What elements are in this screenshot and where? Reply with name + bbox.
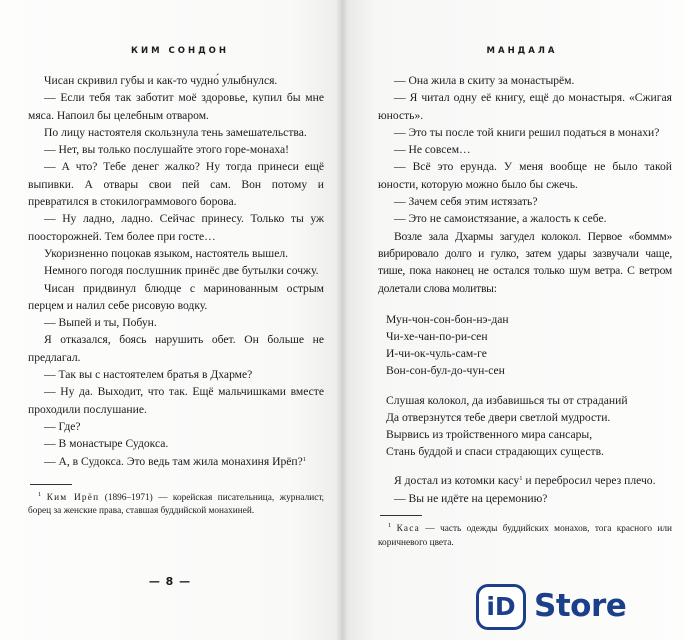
verse-line: Мун-чон-сон-бон-нэ-дан <box>386 312 509 326</box>
running-head-right: МАНДАЛА <box>486 46 558 56</box>
paragraph: — Не совсем… <box>394 143 471 157</box>
right-page <box>342 0 684 640</box>
paragraph: Чисан придвинул блюдце с маринованным острым перцем и налил себе рисовую водку. <box>28 281 324 312</box>
prayer-translation <box>386 392 672 461</box>
footnote-mark: 1 <box>388 522 392 530</box>
paragraph: — Вы не идёте на церемонию? <box>394 491 548 505</box>
running-head-left: КИМ СОНДОН <box>131 46 229 56</box>
page-number: — 8 — <box>148 575 192 588</box>
paragraph: — Так вы с настоятелем братья в Дхарме? <box>44 368 253 382</box>
footnote <box>28 492 324 519</box>
verse-line: И-чи-ок-чуль-сам-ге <box>386 347 487 361</box>
logo-wordmark: Store <box>534 588 627 624</box>
verse-line: Вон-сон-бул-до-чун-сен <box>386 364 505 378</box>
paragraph-text: Я достал из котомки касу <box>394 474 520 488</box>
footnote-divider <box>380 515 422 516</box>
paragraph: Чисан скривил губы и как-то чудно́ улыбнулся. <box>44 74 278 87</box>
paragraph: — Зачем себя этим истязать? <box>394 195 538 209</box>
paragraph: — Я читал одну её книгу, ещё до монастыря. «Сжигая юность». <box>378 91 672 122</box>
footnote-name: Каса <box>396 524 421 535</box>
paragraph: — Всё это ерунда. У меня вообще не было такой юности, которую можно было бы сжечь. <box>378 160 672 191</box>
paragraph: — Нет, вы только послушайте этого горе-монаха! <box>44 143 289 157</box>
paragraph-with-footnote <box>28 453 324 470</box>
footnote-text: (1896–1971) — корейская писательница, журналист, борец за женские права, ставшая буддийской монахиней. <box>28 492 325 517</box>
verse-line: Вырвись из тройственного мира сансары, <box>386 428 593 442</box>
paragraph: Укоризненно поцокав языком, настоятель вышел. <box>44 246 289 260</box>
logo-badge: iD <box>476 584 526 630</box>
paragraph: — Где? <box>44 419 81 433</box>
footnote-text: — часть одежды буддийских монахов, тога красного или коричневого цвета. <box>378 524 673 548</box>
footnote-divider <box>30 484 72 485</box>
footnote-mark: 1 <box>38 490 42 498</box>
paragraph-text: — А, в Судокса. Это ведь там жила монахиня Ирёп? <box>44 454 303 468</box>
book-gutter-shadow <box>336 0 348 640</box>
verse-line: Стань буддой и спаси страдающих существ. <box>386 445 604 459</box>
paragraph-with-footnote <box>378 472 672 489</box>
paragraph: — Это не самоистязание, а жалость к себе. <box>394 212 607 226</box>
paragraph: По лицу настоятеля скользнула тень замешательства. <box>44 125 307 139</box>
footnote <box>378 523 672 550</box>
paragraph: — Ну ладно, ладно. Сейчас принесу. Только ты уж поосторожней. Тем более при госте… <box>28 212 324 243</box>
prayer-original <box>386 311 672 380</box>
paragraph: Немного погодя послушник принёс две бутылки сочжу. <box>44 264 319 278</box>
paragraph: — Ну да. Выходит, что так. Ещё мальчишками вместе проходили послушание. <box>28 385 324 416</box>
footnote-name: Ким Ирёп <box>46 492 100 503</box>
paragraph: — Это ты после той книги решил податься в монахи? <box>394 125 660 139</box>
left-page-text <box>28 72 324 519</box>
store-watermark-logo <box>476 584 672 632</box>
footnote-reference: 1 <box>302 455 307 463</box>
verse-line: Чи-хе-чан-по-ри-сен <box>386 330 488 344</box>
right-page-text <box>378 72 672 550</box>
footnote-reference: 1 <box>519 475 523 483</box>
paragraph: — Выпей и ты, Побун. <box>44 316 157 330</box>
paragraph-text: и перебросил через плечо. <box>522 474 656 488</box>
paragraph: — Она жила в скиту за монастырём. <box>394 74 575 87</box>
paragraph: — Если тебя так заботит моё здоровье, купил бы мне мяса. Напоил бы целебным отваром. <box>28 91 324 122</box>
verse-line: Слушая колокол, да избавишься ты от страданий <box>386 393 628 407</box>
paragraph: — В монастыре Судокса. <box>44 437 169 451</box>
paragraph: — А что? Тебе денег жалко? Ну тогда принеси ещё выпивки. А отвары свои пей сам. Вон потому и превратился в стокилограммового борова. <box>28 160 324 209</box>
paragraph: Я отказался, боясь нарушить обет. Он больше не предлагал. <box>28 333 324 364</box>
verse-line: Да отверзнутся тебе двери светлой мудрости. <box>386 410 611 424</box>
paragraph: Возле зала Дхармы загудел колокол. Первое «боммм» вибрировало долго и гулко, затем удары зазвучали чаще, тише, пока наконец не остался только шум ветра. С ветром долетали слова молитвы: <box>378 229 672 295</box>
